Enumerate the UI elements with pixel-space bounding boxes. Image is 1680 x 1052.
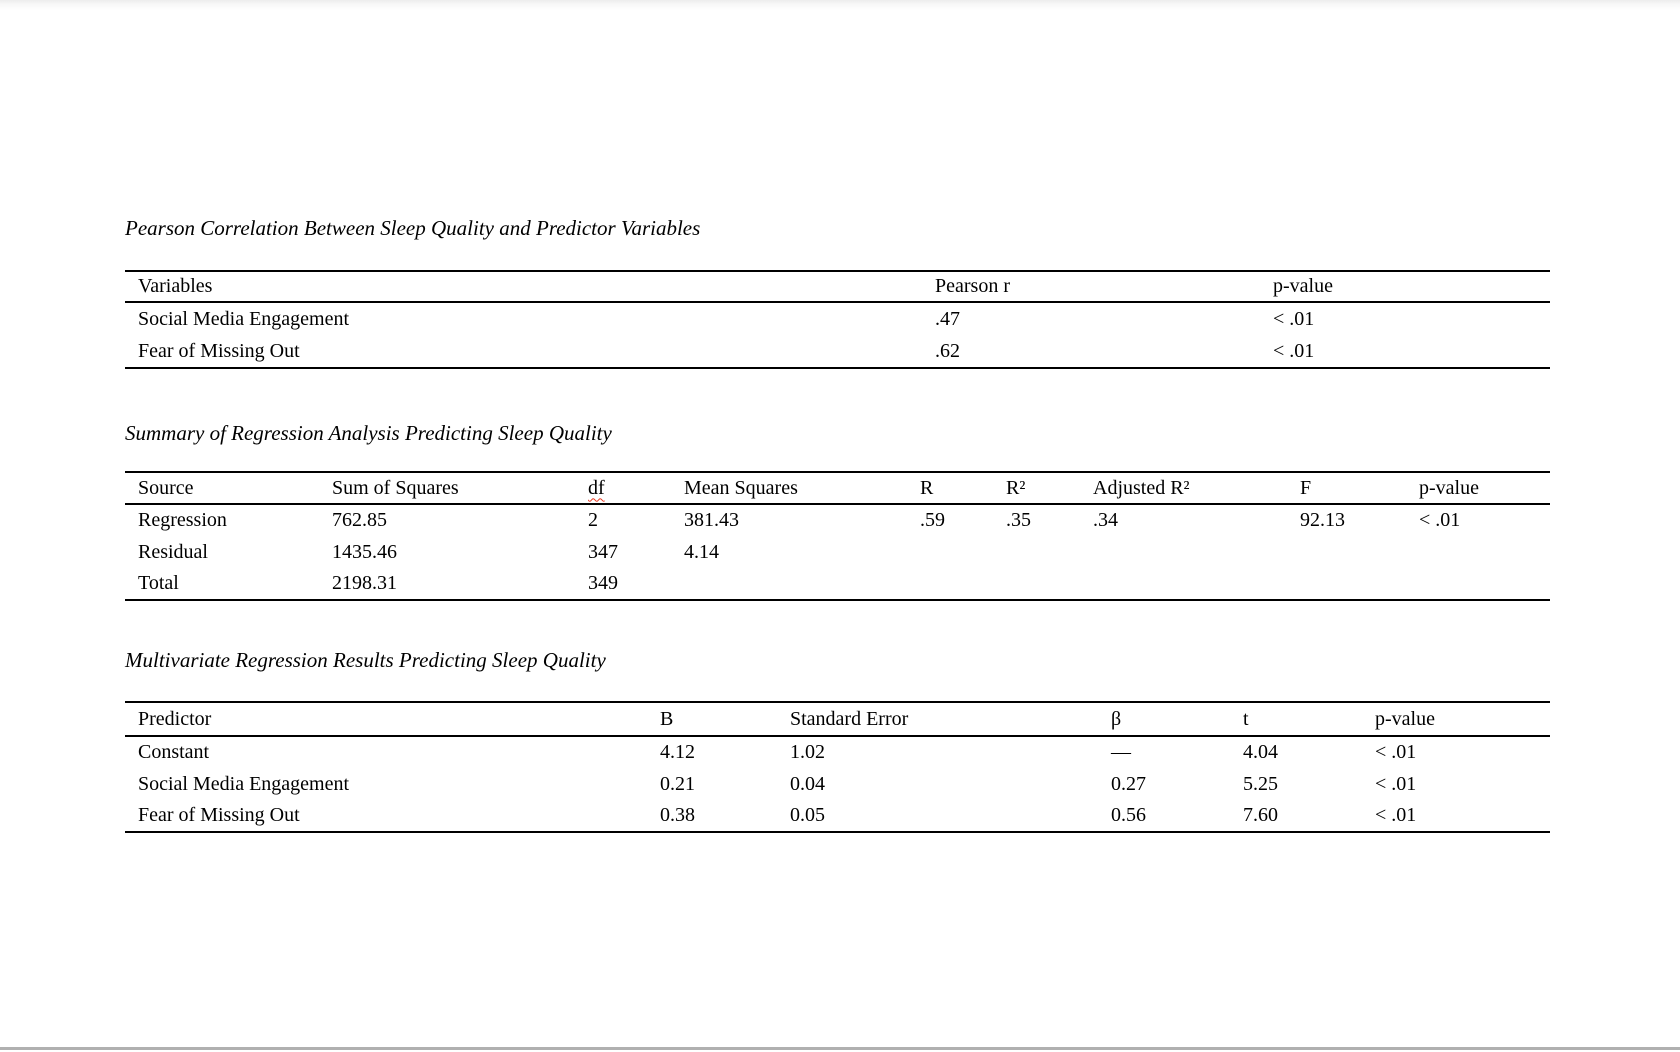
table-row [125,536,1550,568]
table-cell: 92.13 [1300,509,1345,531]
table-cell [1406,568,1550,600]
table-cell [907,536,993,568]
table-cell [907,568,993,600]
table-cell: 5.25 [1243,772,1278,795]
regression-summary-table [125,471,1550,601]
table-cell: Fear of Missing Out [138,339,300,362]
table-cell: .35 [1006,509,1031,531]
table-cell [1287,536,1406,568]
table-cell [1080,536,1287,568]
header-cell-b: B [660,707,674,730]
table-cell: Fear of Missing Out [138,804,300,826]
table-cell: Constant [138,741,210,763]
table-cell: 349 [588,572,618,594]
table-cell: 0.05 [790,804,825,826]
header-cell-predictor: Predictor [138,707,212,730]
header-cell-r-squared: R² [1006,476,1026,499]
page-top-shadow [0,0,1680,10]
header-cell-df [575,472,671,504]
table-cell: 0.38 [660,804,695,826]
table-row [125,568,1550,600]
table-cell [993,568,1080,600]
table-cell: .47 [935,307,960,330]
spellcheck-flagged-word: df [588,476,605,499]
table-cell: .34 [1093,509,1118,531]
table-cell: < .01 [1273,339,1315,362]
table-cell: 381.43 [684,509,739,531]
table-cell: 0.27 [1111,772,1146,795]
table-cell: 4.04 [1243,741,1278,763]
table-cell: Residual [138,540,208,563]
table-cell: .59 [920,509,945,531]
table-row [125,800,1550,832]
header-cell-beta: β [1111,707,1122,730]
header-cell-p-value: p-value [1375,707,1435,730]
table-cell: 0.21 [660,772,695,795]
table-cell: < .01 [1375,804,1417,826]
table-cell: < .01 [1375,741,1417,763]
table-cell: 2 [588,509,598,531]
table-row [125,302,1550,335]
table-cell: Social Media Engagement [138,307,350,330]
table-row [125,736,1550,768]
table-cell: 0.56 [1111,804,1146,826]
table-cell: — [1111,741,1131,763]
header-cell-standard-error: Standard Error [790,707,909,730]
header-cell-mean-squares: Mean Squares [684,476,798,499]
header-cell-sum-of-squares: Sum of Squares [332,476,459,499]
correlation-table [125,270,1550,369]
table-cell: < .01 [1419,509,1461,531]
table-cell: Regression [138,509,227,531]
table-cell: 4.14 [684,540,719,563]
table-cell: 2198.31 [332,572,397,594]
header-cell-pearson-r: Pearson r [935,275,1010,297]
table-cell: 0.04 [790,772,825,795]
header-cell-f: F [1300,476,1312,499]
table-title-multivariate-regression: Multivariate Regression Results Predicting Sleep Quality [125,648,606,672]
table-cell: Total [138,572,179,594]
table-cell: < .01 [1273,307,1315,330]
table-row [125,768,1550,800]
table-row [125,335,1550,368]
table-cell: 347 [588,540,618,563]
table-cell [1287,568,1406,600]
table-header-row [125,271,1550,302]
table-cell: .62 [935,339,960,362]
table-title-regression-summary: Summary of Regression Analysis Predicting Sleep Quality [125,421,612,445]
header-cell-adjusted-r-squared: Adjusted R² [1093,476,1190,499]
table-title-pearson-correlation: Pearson Correlation Between Sleep Quality and Predictor Variables [125,216,701,240]
table-cell [1406,536,1550,568]
table-cell: 4.12 [660,741,695,763]
table-cell: 7.60 [1243,804,1278,826]
table-cell [993,536,1080,568]
table-cell: 762.85 [332,509,387,531]
multivariate-regression-table [125,701,1550,833]
table-row [125,504,1550,536]
table-cell: < .01 [1375,772,1417,795]
header-cell-t: t [1243,707,1249,730]
header-cell-source: Source [138,476,194,499]
table-header-row [125,702,1550,736]
table-cell [1080,568,1287,600]
header-cell-r: R [920,476,934,499]
table-cell [671,568,907,600]
header-cell-p-value: p-value [1273,275,1333,297]
header-cell-p-value: p-value [1419,476,1479,499]
table-cell: 1.02 [790,741,825,763]
table-header-row [125,472,1550,504]
page-bottom-edge [0,1047,1680,1050]
header-cell-variables: Variables [138,275,213,297]
table-cell: 1435.46 [332,540,397,563]
table-cell: Social Media Engagement [138,772,350,795]
